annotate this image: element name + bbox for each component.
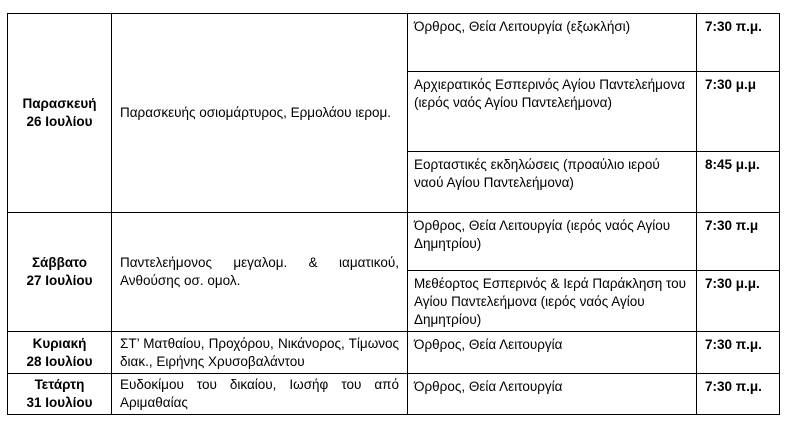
time-cell: 7:30 π.μ. [697,374,780,415]
day-date: 28 Ιουλίου [26,353,93,369]
day-cell [8,213,112,332]
schedule-row [8,332,780,374]
day-name: Κυριακή [32,335,87,351]
saints-cell: Ευδοκίμου του δικαίου, Ιωσήφ του από Αριμαθαίας [112,374,408,415]
time-cell: 7:30 π.μ. [697,14,780,72]
service-cell: Όρθρος, Θεία Λειτουργία [408,374,697,415]
day-date: 26 Ιουλίου [26,114,93,129]
service-cell: Αρχιερατικός Εσπερινός Αγίου Παντελεήμονα (ιερός ναός Αγίου Παντελεήμονα) [408,72,697,152]
day-date: 31 Ιουλίου [26,395,93,410]
day-cell [8,374,112,415]
day-cell [8,332,112,374]
service-cell: Εορταστικές εκδηλώσεις (προαύλιο ιερού ναού Αγίου Παντελεήμονα) [408,152,697,213]
saints-cell: ΣΤ’ Ματθαίου, Προχόρου, Νικάνορος, Τίμωνος διακ., Ειρήνης Χρυσοβαλάντου [112,332,408,374]
time-cell: 8:45 μ.μ. [697,152,780,213]
day-name: Σάββατο [31,255,88,270]
time-cell: 7:30 π.μ. [697,332,780,374]
schedule-row [8,374,780,415]
service-cell: Όρθρος, Θεία Λειτουργία [408,332,697,374]
time-cell: 7:30 μ.μ [697,72,780,152]
service-cell: Όρθρος, Θεία Λειτουργία (εξωκλήσι) [408,14,697,72]
time-cell: 7:30 μ.μ. [697,271,780,332]
day-name: Παρασκευή [22,96,97,111]
day-name: Τετάρτη [34,377,85,392]
service-cell: Όρθρος, Θεία Λειτουργία (ιερός ναός Αγίου Δημητρίου) [408,213,697,271]
time-cell: 7:30 π.μ [697,213,780,271]
saints-cell: Παντελεήμονος μεγαλομ. & ιαματικού, Ανθούσης οσ. ομολ. [112,213,408,332]
service-cell: Μεθέορτος Εσπερινός & Ιερά Παράκληση του Αγίου Παντελεήμονα (ιερός ναός Αγίου Δημητρίου) [408,271,697,332]
saints-cell: Παρασκευής οσιομάρτυρος, Ερμολάου ιερομ. [112,14,408,213]
schedule-row [8,14,780,72]
church-schedule-table [7,13,780,415]
day-date: 27 Ιουλίου [26,273,93,288]
day-cell [8,14,112,213]
schedule-row [8,213,780,271]
